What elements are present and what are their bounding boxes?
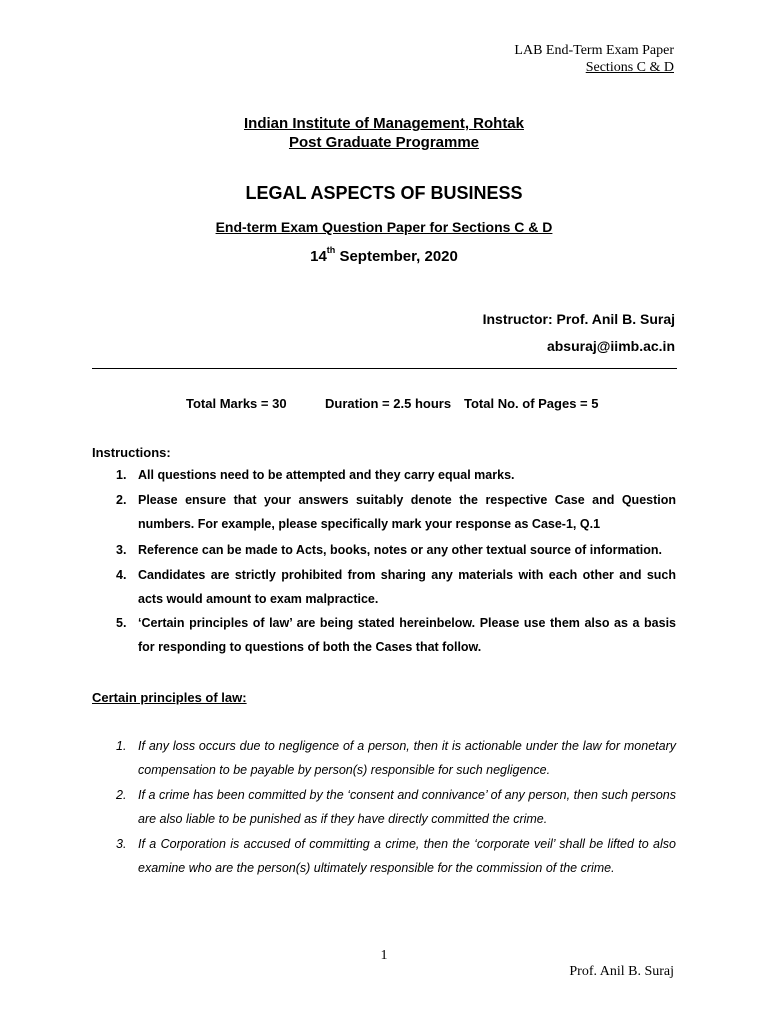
instruction-item — [92, 611, 676, 659]
principle-item — [92, 832, 676, 880]
instruction-item — [92, 488, 676, 536]
principle-text: If a Corporation is accused of committing a crime, then the ‘corporate veil’ shall be lifted to also examine who are the person(s) ultimately responsible for the commission of the crime. — [138, 837, 676, 875]
instruction-item — [92, 563, 676, 611]
date-rest: September, 2020 — [335, 248, 458, 265]
principle-number: 3. — [116, 837, 127, 851]
exam-date — [0, 245, 768, 265]
duration: Duration = 2.5 hours — [325, 396, 452, 411]
instructions-heading: Instructions: — [92, 445, 171, 460]
principle-item — [92, 734, 676, 782]
page-number: 1 — [380, 948, 388, 963]
instruction-text: Reference can be made to Acts, books, notes or any other textual source of information. — [138, 543, 662, 557]
programme-name: Post Graduate Programme — [288, 134, 480, 151]
date-day: 14 — [310, 248, 327, 265]
total-marks: Total Marks = 30 — [186, 396, 287, 411]
institute-name: Indian Institute of Management, Rohtak — [243, 115, 524, 132]
course-title: LEGAL ASPECTS OF BUSINESS — [245, 183, 523, 203]
running-header — [514, 42, 674, 76]
principle-item — [92, 783, 676, 831]
principle-text: If a crime has been committed by the ‘consent and connivance’ of any person, then such persons are also liable to be punished as if they have directly committed the crime. — [138, 788, 676, 826]
date-suffix: th — [326, 245, 336, 255]
instruction-number: 4. — [116, 568, 127, 582]
instruction-item — [92, 463, 676, 487]
instruction-text: Candidates are strictly prohibited from sharing any materials with each other and such acts would amount to exam malpractice. — [138, 568, 676, 606]
footer-author: Prof. Anil B. Suraj — [569, 964, 674, 979]
divider-rule — [92, 368, 677, 369]
total-pages: Total No. of Pages = 5 — [464, 396, 599, 411]
header-line-1: LAB End-Term Exam Paper — [514, 43, 674, 58]
principle-text: If any loss occurs due to negligence of a person, then it is actionable under the law for monetary compensation to be payable by person(s) responsible for such negligence. — [138, 739, 676, 777]
instruction-number: 1. — [116, 468, 127, 482]
exam-subtitle: End-term Exam Question Paper for Sections C & D — [215, 219, 553, 235]
instruction-number: 2. — [116, 493, 127, 507]
instruction-number: 3. — [116, 543, 127, 557]
principles-heading: Certain principles of law: — [92, 690, 247, 705]
instruction-text: ‘Certain principles of law’ are being stated hereinbelow. Please use them also as a basis for responding to questions of both the Cases that follow. — [138, 616, 676, 654]
institute-block — [0, 114, 768, 152]
instruction-text: All questions need to be attempted and they carry equal marks. — [138, 468, 515, 482]
principle-number: 1. — [116, 739, 127, 753]
instruction-item — [92, 538, 676, 562]
principle-number: 2. — [116, 788, 127, 802]
instructor-email: absuraj@iimb.ac.in — [546, 338, 675, 354]
instruction-text: Please ensure that your answers suitably denote the respective Case and Question numbers. For example, please specifically mark your response as Case-1, Q.1 — [138, 493, 676, 531]
instructor-name: Instructor: Prof. Anil B. Suraj — [482, 311, 675, 327]
instruction-number: 5. — [116, 616, 127, 630]
header-line-2: Sections C & D — [585, 60, 674, 75]
